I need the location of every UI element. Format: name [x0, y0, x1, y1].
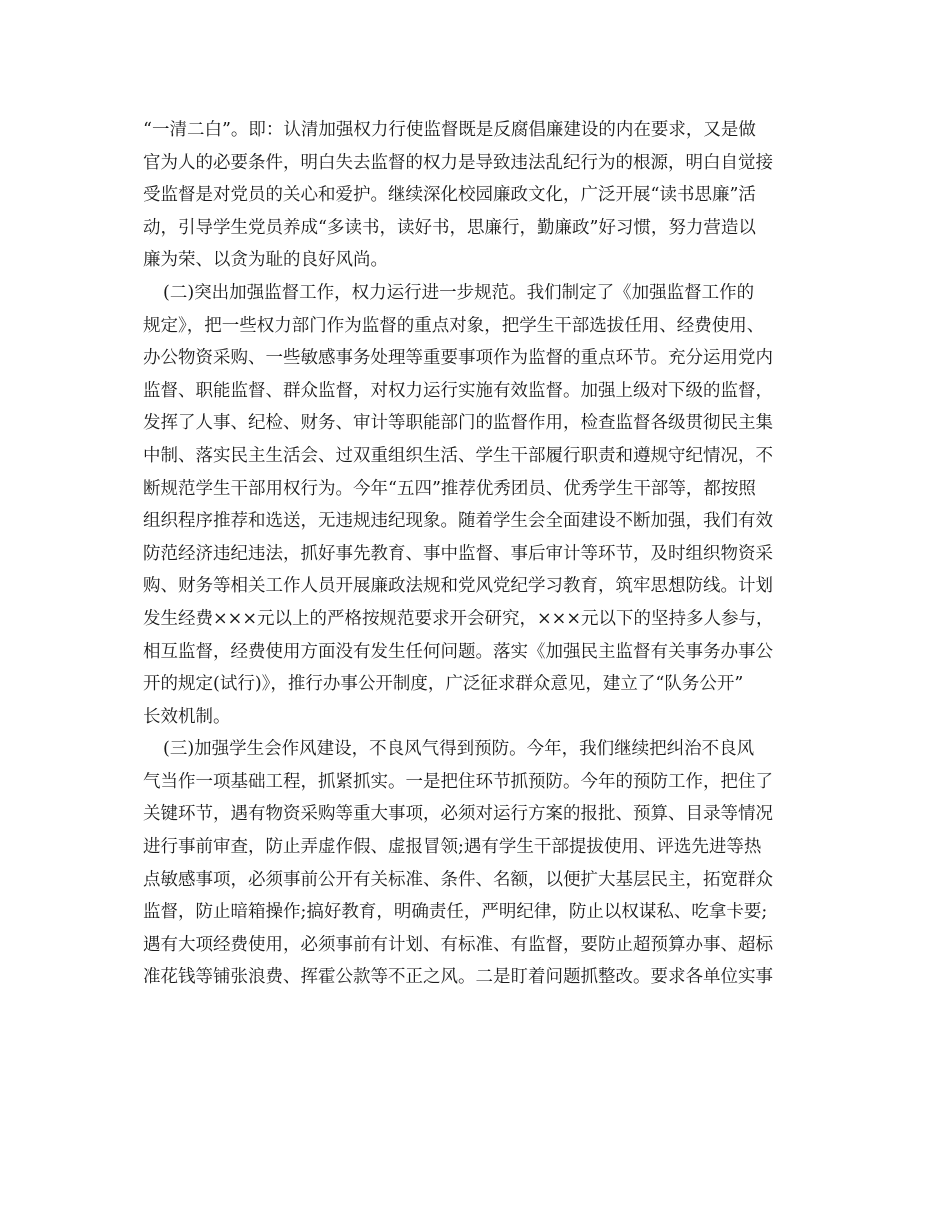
text-line: 开的规定(试行)》，推行办事公开制度，广泛征求群众意见，建立了“队务公开”	[143, 674, 744, 695]
text-line: 遇有大项经费使用，必须事前有计划、有标准、有监督，要防止超预算办事、超标	[143, 934, 773, 955]
text-line: 防范经济违纪违法，抓好事先教育、事中监督、事后审计等环节，及时组织物资采	[143, 543, 773, 564]
text-line: 规定》，把一些权力部门作为监督的重点对象，把学生干部选拔任用、经费使用、	[143, 315, 765, 336]
text-line: 监督，防止暗箱操作;搞好教育，明确责任，严明纪律，防止以权谋私、吃拿卡要;	[143, 902, 768, 923]
text-line: 动，引导学生党员养成“多读书，读好书，思廉行，勤廉政”好习惯，努力营造以	[143, 217, 756, 238]
text-line: 官为人的必要条件，明白失去监督的权力是导致违法乱纪行为的根源，明白自觉接	[143, 152, 773, 173]
text-line: 购、财务等相关工作人员开展廉政法规和党风党纪学习教育，筑牢思想防线。计划	[143, 576, 773, 597]
text-line: 中制、落实民主生活会、过双重组织生活、学生干部履行职责和遵规守纪情况，不	[143, 445, 773, 466]
text-line: 点敏感事项，必须事前公开有关标准、条件、名额，以便扩大基层民主，拓宽群众	[143, 869, 773, 890]
text-line: 相互监督，经费使用方面没有发生任何问题。落实《加强民主监督有关事务办事公	[143, 641, 773, 662]
text-line: 发挥了人事、纪检、财务、审计等职能部门的监督作用，检查监督各级贯彻民主集	[143, 413, 773, 434]
text-line: 廉为荣、以贪为耻的良好风尚。	[143, 250, 388, 271]
text-line: 进行事前审查，防止弄虚作假、虚报冒领;遇有学生干部提拔使用、评选先进等热	[143, 837, 762, 858]
document-body	[143, 114, 823, 994]
text-line: “一清二白”。即：认清加强权力行使监督既是反腐倡廉建设的内在要求，又是做	[143, 120, 756, 140]
text-line: 准花钱等铺张浪费、挥霍公款等不正之风。二是盯着问题抓整改。要求各单位实事	[143, 967, 773, 988]
text-line: 监督、职能监督、群众监督，对权力运行实施有效监督。加强上级对下级的监督，	[143, 380, 773, 401]
text-line: 发生经费×××元以上的严格按规范要求开会研究，×××元以下的坚持多人参与，	[143, 608, 774, 629]
text-line: 受监督是对党员的关心和爱护。继续深化校园廉政文化，广泛开展“读书思廉”活	[143, 185, 756, 206]
text-line: 断规范学生干部用权行为。今年“五四”推荐优秀团员、优秀学生干部等，都按照	[143, 478, 756, 499]
text-line: 长效机制。	[143, 706, 231, 727]
text-line: 关键环节，遇有物资采购等重大事项，必须对运行方案的报批、预算、目录等情况	[143, 804, 773, 825]
text-line: 组织程序推荐和选送，无违规违纪现象。随着学生会全面建设不断加强，我们有效	[143, 511, 773, 532]
text-line: 办公物资采购、一些敏感事务处理等重要事项作为监督的重点环节。充分运用党内	[143, 348, 773, 369]
text-line: (二)突出加强监督工作，权力运行进一步规范。我们制定了《加强监督工作的	[163, 282, 755, 303]
text-line: 气当作一项基础工程，抓紧抓实。一是把住环节抓预防。今年的预防工作，把住了	[143, 771, 773, 792]
text-line: (三)加强学生会作风建设，不良风气得到预防。今年，我们继续把纠治不良风	[163, 739, 755, 760]
